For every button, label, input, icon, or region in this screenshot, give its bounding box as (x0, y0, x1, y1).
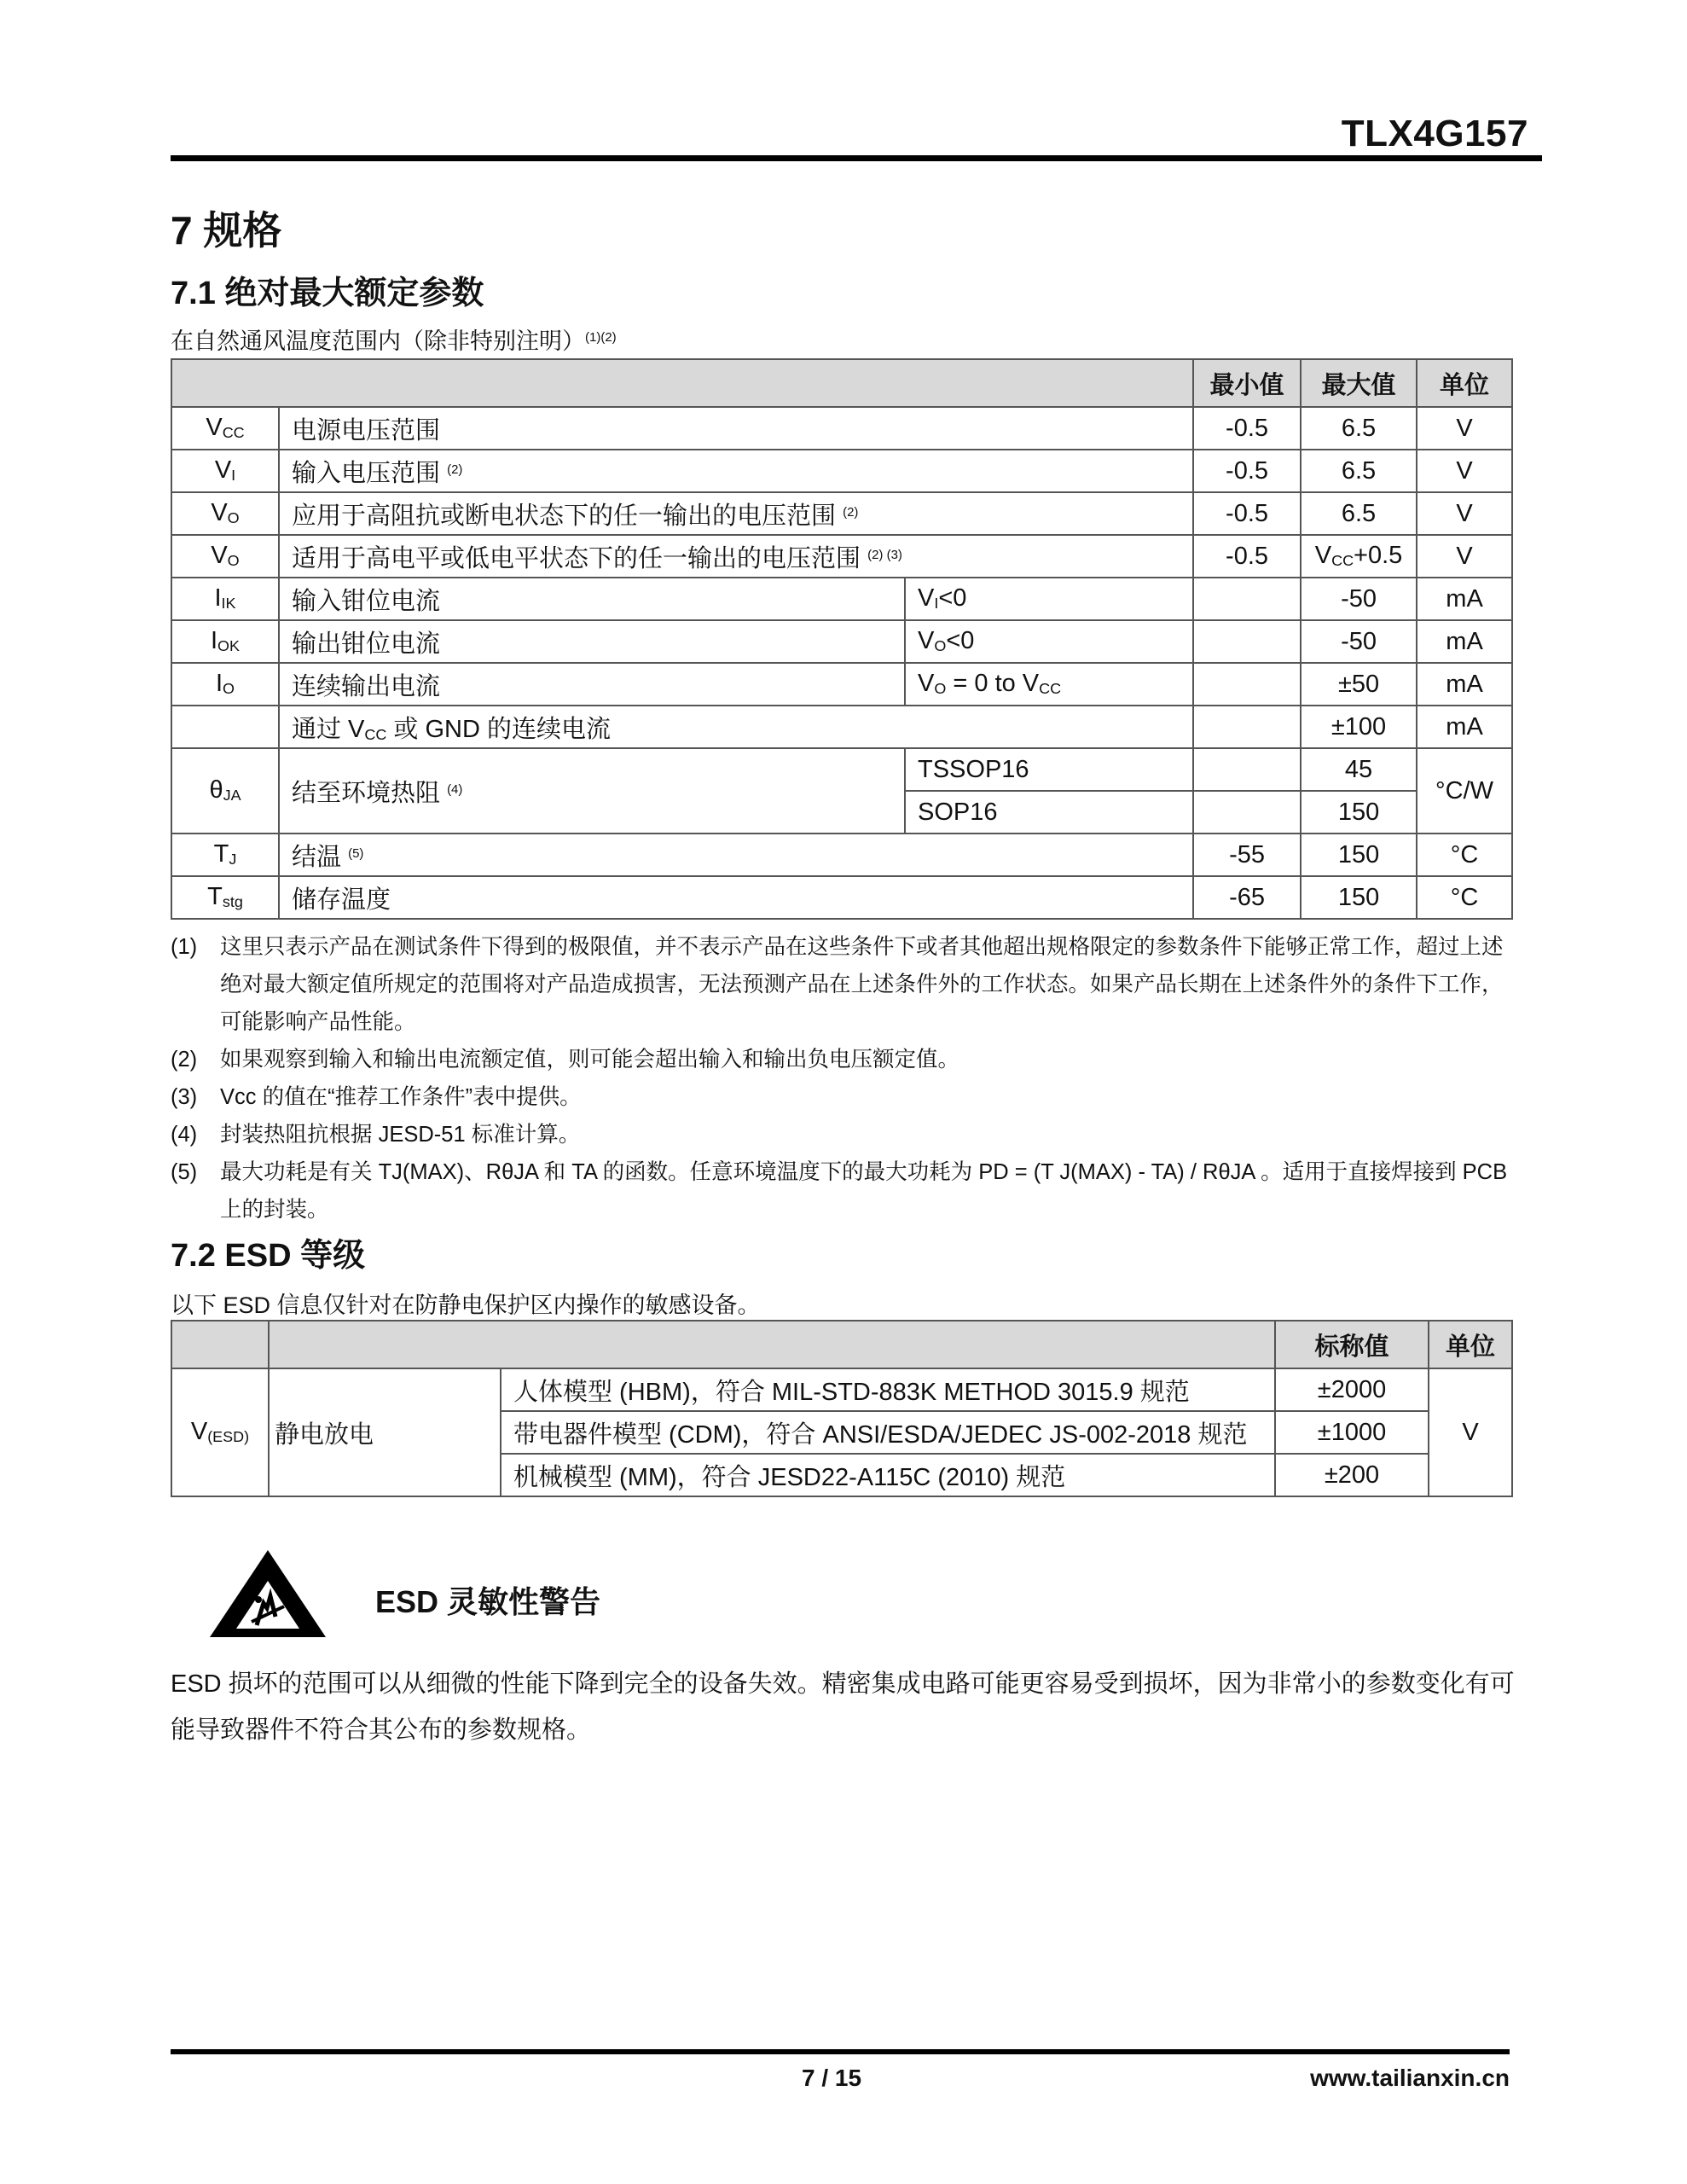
note-ref: (2) (447, 462, 463, 477)
max-cell: 150 (1301, 834, 1417, 876)
page-number: 7 / 15 (802, 2065, 862, 2091)
subscript: stg (222, 893, 243, 911)
footnote (171, 1153, 1518, 1228)
amr-table (171, 358, 1513, 920)
min-cell: -55 (1193, 834, 1301, 876)
parameter-cell: 静电放电 (269, 1368, 501, 1496)
subscript: CC (1039, 680, 1062, 698)
table-row (171, 876, 1512, 919)
esd-table (171, 1320, 1513, 1497)
min-cell (1193, 663, 1301, 706)
package-cell: TSSOP16 (905, 748, 1193, 791)
max-cell: -50 (1301, 620, 1417, 663)
parameter-cell: 通过 $V_{CC}$ 或 GND 的连续电流 (279, 706, 1193, 748)
table-row (171, 663, 1512, 706)
note-ref: (4) (447, 781, 463, 797)
symbol-cell: $T_{stg}$ (171, 876, 279, 919)
header-unit: 单位 (1417, 359, 1512, 407)
min-cell (1193, 578, 1301, 620)
esd-header-row (171, 1321, 1512, 1368)
unit-cell: V (1417, 492, 1512, 535)
table-row (171, 535, 1512, 578)
parameter-cell: 结至环境热阻 $^{(4)}$ (279, 748, 905, 834)
subscript: JA (223, 787, 241, 804)
symbol-cell: $V_O$ (171, 535, 279, 578)
subscript: J (229, 851, 237, 868)
subscript: CC (1331, 552, 1354, 570)
unit-cell: V (1429, 1368, 1512, 1496)
subscript: I (231, 467, 236, 485)
value-cell: ±2000 (1275, 1368, 1429, 1411)
max-cell: 45 (1301, 748, 1417, 791)
unit-cell: mA (1417, 620, 1512, 663)
footnote (171, 1041, 1518, 1078)
symbol-cell: $V_{(ESD)}$ (171, 1368, 269, 1496)
amr-notes (171, 928, 1518, 1228)
condition-cell: $V_I<0$ (905, 578, 1193, 620)
document-id: TLX4G157 (1341, 113, 1528, 154)
model-cell: 人体模型 (HBM)，符合 MIL-STD-883K METHOD 3015.9 规范 (501, 1368, 1275, 1411)
unit-cell: V (1417, 535, 1512, 578)
parameter-cell: 连续输出电流 (279, 663, 905, 706)
header-min: 最小值 (1193, 359, 1301, 407)
subscript: O (934, 637, 947, 655)
amr-header-row (171, 359, 1512, 407)
footnote-text: Vcc 的值在“推荐工作条件”表中提供。 (220, 1085, 582, 1109)
package-cell: SOP16 (905, 791, 1193, 834)
max-cell: 6.5 (1301, 492, 1417, 535)
symbol-cell: $I_{OK}$ (171, 620, 279, 663)
subscript: OK (217, 637, 241, 655)
footnote-text: 最大功耗是有关 TJ(MAX)、RθJA 和 TA 的函数。任意环境温度下的最大功耗为 PD = (T J(MAX) - TA) / RθJA 。适用于直接焊接到 PCB 上的封装。 (220, 1160, 1508, 1222)
parameter-cell: 输入钳位电流 (279, 578, 905, 620)
max-cell: 150 (1301, 876, 1417, 919)
table-row (171, 1368, 1512, 1411)
table-row (171, 450, 1512, 492)
table-row (171, 620, 1512, 663)
max-cell: ±100 (1301, 706, 1417, 748)
subscript: O (227, 552, 240, 570)
unit-cell: °C (1417, 834, 1512, 876)
table-row (171, 748, 1512, 791)
amr-caption-text: 在自然通风温度范围内（除非特别注明） (171, 328, 585, 354)
min-cell: -0.5 (1193, 450, 1301, 492)
unit-cell: mA (1417, 706, 1512, 748)
note-ref: (2) (843, 504, 859, 520)
parameter-cell: 应用于高阻抗或断电状态下的任一输出的电压范围 $^{(2)}$ (279, 492, 1193, 535)
esd-warning-icon (207, 1547, 328, 1641)
table-row (171, 578, 1512, 620)
min-cell (1193, 706, 1301, 748)
amr-caption-refs: (1)(2) (585, 330, 617, 345)
footnote-text: 如果观察到输入和输出电流额定值，则可能会超出输入和输出负电压额定值。 (220, 1048, 960, 1072)
esd-title: 7.2 ESD 等级 (171, 1238, 366, 1274)
value-cell: ±200 (1275, 1454, 1429, 1496)
condition-cell: $V_O = 0$ to $V_{CC}$ (905, 663, 1193, 706)
parameter-cell: 输出钳位电流 (279, 620, 905, 663)
subscript: O (223, 680, 235, 698)
esd-caption: 以下 ESD 信息仅针对在防静电保护区内操作的敏感设备。 (171, 1292, 761, 1318)
header-max: 最大值 (1301, 359, 1417, 407)
min-cell: -0.5 (1193, 535, 1301, 578)
footnote-number: (2) (171, 1048, 198, 1072)
subscript: O (934, 680, 947, 698)
footnote-text: 封装热阻抗根据 JESD-51 标准计算。 (220, 1123, 581, 1147)
max-cell: 6.5 (1301, 407, 1417, 450)
unit-cell: mA (1417, 663, 1512, 706)
condition-cell: $V_O<0$ (905, 620, 1193, 663)
max-cell: -50 (1301, 578, 1417, 620)
max-cell: 6.5 (1301, 450, 1417, 492)
subscript: CC (364, 725, 387, 743)
symbol-cell: $\theta_{JA}$ (171, 748, 279, 834)
subscript: O (227, 509, 240, 527)
esd-warning-text: ESD 损坏的范围可以从细微的性能下降到完全的设备失效。精密集成电路可能更容易受到损坏，因为非常小的参数变化有可能导致器件不符合其公布的参数规格。 (171, 1670, 1515, 1744)
symbol-cell: $V_{CC}$ (171, 407, 279, 450)
parameter-cell: 输入电压范围 $^{(2)}$ (279, 450, 1193, 492)
unit-cell: mA (1417, 578, 1512, 620)
max-cell: 150 (1301, 791, 1417, 834)
max-cell: $V_{CC}+0.5$ (1301, 535, 1417, 578)
min-cell (1193, 620, 1301, 663)
symbol-cell: $V_O$ (171, 492, 279, 535)
subscript: I (934, 595, 939, 613)
unit-cell: V (1417, 407, 1512, 450)
min-cell (1193, 791, 1301, 834)
footnote-number: (3) (171, 1085, 198, 1109)
footnote-number: (4) (171, 1123, 198, 1147)
table-row (171, 407, 1512, 450)
subscript: IK (221, 595, 236, 613)
section-title: 7 规格 (171, 208, 282, 253)
unit-cell: V (1417, 450, 1512, 492)
footnote-number: (1) (171, 935, 198, 959)
value-cell: ±1000 (1275, 1411, 1429, 1454)
min-cell: -0.5 (1193, 492, 1301, 535)
parameter-cell: 储存温度 (279, 876, 1193, 919)
footnote (171, 1078, 1518, 1116)
footer-rule (171, 2049, 1510, 2054)
table-row (171, 492, 1512, 535)
footnote-text: 这里只表示产品在测试条件下得到的极限值，并不表示产品在这些条件下或者其他超出规格限定的参数条件下能够正常工作，超过上述绝对最大额定值所规定的范围将对产品造成损害，无法预测产品在上述条件外的工作状态。如果产品长期在上述条件外的条件下工作，可能影响产品性能。 (220, 935, 1504, 1034)
header-esd-unit: 单位 (1429, 1321, 1512, 1368)
min-cell: -65 (1193, 876, 1301, 919)
symbol-cell: $V_I$ (171, 450, 279, 492)
model-cell: 带电器件模型 (CDM)，符合 ANSI/ESDA/JEDEC JS-002-2018 规范 (501, 1411, 1275, 1454)
footnote (171, 928, 1518, 1041)
header-value: 标称值 (1275, 1321, 1429, 1368)
max-cell: ±50 (1301, 663, 1417, 706)
min-cell (1193, 748, 1301, 791)
footnote (171, 1116, 1518, 1153)
min-cell: -0.5 (1193, 407, 1301, 450)
parameter-cell: 电源电压范围 (279, 407, 1193, 450)
note-ref: (5) (348, 845, 364, 861)
symbol-cell: $I_O$ (171, 663, 279, 706)
subscript: (ESD) (207, 1428, 250, 1446)
website: www.tailianxin.cn (1310, 2065, 1510, 2091)
table-row (171, 834, 1512, 876)
table-row (171, 706, 1512, 748)
footnote-number: (5) (171, 1160, 198, 1184)
symbol-cell: $I_{IK}$ (171, 578, 279, 620)
unit-cell: °C (1417, 876, 1512, 919)
note-ref: (2) (3) (867, 547, 902, 562)
parameter-cell: 适用于高电平或低电平状态下的任一输出的电压范围 $^{(2) (3)}$ (279, 535, 1193, 578)
symbol-cell: $T_J$ (171, 834, 279, 876)
esd-warning-title: ESD 灵敏性警告 (375, 1584, 601, 1619)
amr-title: 7.1 绝对最大额定参数 (171, 276, 484, 311)
unit-cell: °C/W (1417, 748, 1512, 834)
model-cell: 机械模型 (MM)，符合 JESD22-A115C (2010) 规范 (501, 1454, 1275, 1496)
parameter-cell: 结温 $^{(5)}$ (279, 834, 1193, 876)
amr-caption (171, 322, 617, 356)
subscript: CC (222, 424, 245, 442)
header-rule (171, 155, 1542, 161)
symbol-cell (171, 706, 279, 748)
